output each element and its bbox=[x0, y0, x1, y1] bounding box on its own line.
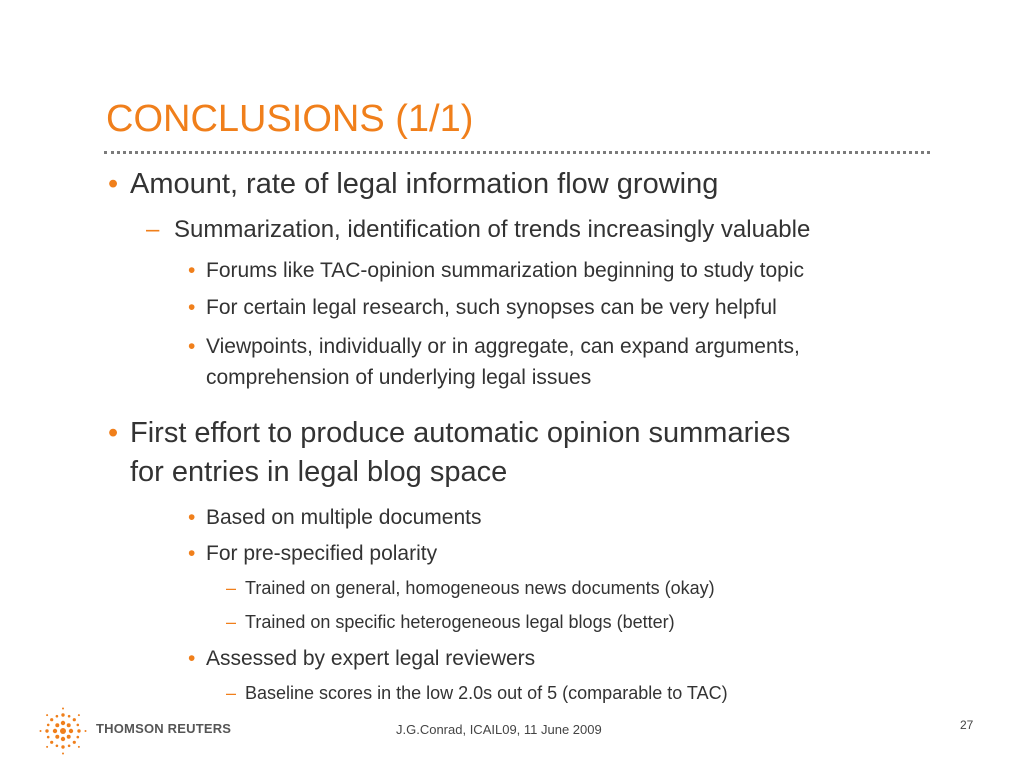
bullet-text: Viewpoints, individually or in aggregate, can expand arguments, bbox=[206, 335, 800, 358]
page-number: 27 bbox=[960, 718, 974, 732]
bullet-text-continuation: comprehension of underlying legal issues bbox=[206, 366, 592, 389]
bullet-text: Based on multiple documents bbox=[206, 506, 482, 529]
bullet-marker: • bbox=[188, 296, 196, 319]
bullet-marker: • bbox=[108, 417, 119, 449]
bullet-text: Summarization, identification of trends increasingly valuable bbox=[174, 216, 811, 243]
bullet-text: Trained on specific heterogeneous legal blogs (better) bbox=[245, 612, 675, 632]
slide-title: CONCLUSIONS (1/1) bbox=[106, 98, 474, 140]
dash-marker: – bbox=[226, 578, 237, 598]
bullet-marker: • bbox=[188, 335, 196, 358]
bullet-text: Assessed by expert legal reviewers bbox=[206, 647, 536, 670]
company-name: THOMSON REUTERS bbox=[96, 721, 232, 736]
bullet-text: Baseline scores in the low 2.0s out of 5 (comparable to TAC) bbox=[245, 683, 728, 703]
dash-marker: – bbox=[146, 216, 160, 243]
bullet-marker: • bbox=[188, 259, 196, 282]
bullet-marker: • bbox=[188, 542, 196, 565]
bullet-text: Trained on general, homogeneous news documents (okay) bbox=[245, 578, 715, 598]
bullet-text: For certain legal research, such synopses can be very helpful bbox=[206, 296, 777, 319]
bullet-text: Forums like TAC-opinion summarization beginning to study topic bbox=[206, 259, 804, 282]
dash-marker: – bbox=[226, 683, 237, 703]
bullet-text-continuation: for entries in legal blog space bbox=[130, 456, 508, 488]
bullet-marker: • bbox=[188, 647, 196, 670]
bullet-text: For pre-specified polarity bbox=[206, 542, 438, 565]
bullet-marker: • bbox=[188, 506, 196, 529]
bullet-marker: • bbox=[108, 168, 119, 200]
bullet-text: First effort to produce automatic opinion summaries bbox=[130, 417, 791, 449]
thomson-reuters-logo-icon bbox=[38, 706, 88, 756]
title-divider bbox=[104, 151, 930, 154]
dash-marker: – bbox=[226, 612, 237, 632]
footer-citation: J.G.Conrad, ICAIL09, 11 June 2009 bbox=[396, 722, 602, 737]
bullet-text: Amount, rate of legal information flow growing bbox=[130, 168, 719, 200]
